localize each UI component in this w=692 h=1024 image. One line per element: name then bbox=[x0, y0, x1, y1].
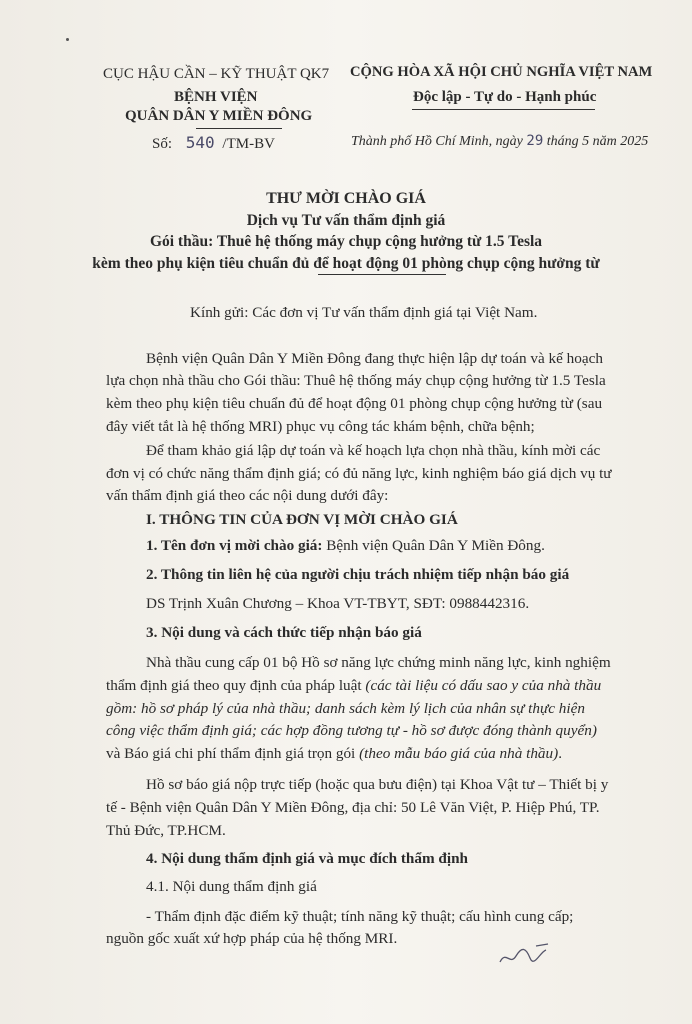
p4-line1: Hồ sơ báo giá nộp trực tiếp (hoặc qua bưu điện) tại Khoa Vật tư – Thiết bị y bbox=[146, 776, 609, 793]
p3-line2-normal: thẩm định giá theo quy định của pháp luật bbox=[106, 677, 366, 694]
p5-line1: - Thẩm định đặc điểm kỹ thuật; tính năng kỹ thuật; cấu hình cung cấp; bbox=[146, 908, 574, 925]
package-title-line1: Gói thầu: Thuê hệ thống máy chụp cộng hưởng từ 1.5 Tesla bbox=[149, 233, 543, 250]
title-underline bbox=[318, 274, 446, 275]
p1-line1: Bệnh viện Quân Dân Y Miền Đông đang thực hiện lập dự toán và kế hoạch bbox=[146, 350, 603, 367]
p4-line3: Thủ Đức, TP.HCM. bbox=[106, 822, 226, 839]
date-suffix: tháng 5 năm 2025 bbox=[546, 134, 649, 149]
motto: Độc lập - Tự do - Hạnh phúc bbox=[413, 89, 597, 105]
p3-line4: công việc thẩm định giá; các hợp đồng tương tự - hồ sơ được đóng thành quyển) bbox=[106, 722, 597, 739]
p2-line1: Để tham khảo giá lập dự toán và kế hoạch lựa chọn nhà thầu, kính mời các bbox=[146, 442, 601, 459]
motto-underline bbox=[412, 109, 595, 110]
p3-line2 bbox=[106, 677, 601, 695]
p3-line1: Nhà thầu cung cấp 01 bộ Hồ sơ năng lực chứng minh năng lực, kinh nghiệm bbox=[146, 654, 611, 671]
p1-line4: đây viết tắt là hệ thống MRI) phục vụ công tác khám bệnh, chữa bệnh; bbox=[106, 418, 535, 435]
section-1-heading: I. THÔNG TIN CỦA ĐƠN VỊ MỜI CHÀO GIÁ bbox=[146, 511, 458, 528]
item-4-1-label: 4.1. Nội dung thẩm định giá bbox=[146, 878, 317, 895]
org-name-line1: BỆNH VIỆN bbox=[174, 89, 258, 105]
doc-number-value: 540 bbox=[185, 133, 215, 152]
p1-line2: lựa chọn nhà thầu cho Gói thầu: Thuê hệ thống máy chụp cộng hưởng từ 1.5 Tesla bbox=[106, 372, 606, 389]
greeting: Kính gửi: Các đơn vị Tư vấn thẩm định giá tại Việt Nam. bbox=[190, 304, 538, 321]
p3-line5 bbox=[106, 745, 562, 763]
doc-number bbox=[152, 133, 275, 153]
org-underline bbox=[196, 128, 282, 129]
p5-line2: nguồn gốc xuất xứ hợp pháp của hệ thống MRI. bbox=[106, 930, 398, 947]
p3-line5-normal: và Báo giá chi phí thẩm định giá trọn gói bbox=[106, 745, 360, 762]
doc-number-suffix: /TM-BV bbox=[222, 136, 275, 152]
p4-line2: tế - Bệnh viện Quân Dân Y Miền Đông, địa chỉ: 50 Lê Văn Việt, P. Hiệp Phú, TP. bbox=[106, 799, 600, 816]
p3-line5-end: . bbox=[558, 745, 562, 762]
p1-line3: kèm theo phụ kiện tiêu chuẩn đủ để hoạt động 01 phòng chụp cộng hưởng từ (sau bbox=[106, 395, 603, 412]
org-parent: CỤC HẬU CẦN – KỸ THUẬT QK7 bbox=[103, 66, 330, 82]
service-title: Dịch vụ Tư vấn thẩm định giá bbox=[246, 212, 446, 229]
country-name: CỘNG HÒA XÃ HỘI CHỦ NGHĨA VIỆT NAM bbox=[350, 64, 653, 80]
item-1-value: Bệnh viện Quân Dân Y Miền Đông. bbox=[326, 537, 545, 554]
package-title-line2: kèm theo phụ kiện tiêu chuẩn đủ để hoạt động 01 phòng chụp cộng hưởng từ bbox=[92, 255, 600, 272]
p3-line3: gồm: hồ sơ pháp lý của nhà thầu; danh sách kèm lý lịch của nhân sự thực hiện bbox=[106, 700, 585, 717]
p3-line5-italic: (theo mẫu báo giá của nhà thầu) bbox=[359, 745, 559, 762]
letter-title: THƯ MỜI CHÀO GIÁ bbox=[266, 190, 426, 207]
item-4-label: 4. Nội dung thẩm định giá và mục đích thẩm định bbox=[146, 850, 468, 867]
item-2-value: DS Trịnh Xuân Chương – Khoa VT-TBYT, SĐT: 0988442316. bbox=[146, 595, 530, 612]
initials-signature bbox=[496, 940, 556, 970]
place-date bbox=[351, 133, 648, 150]
item-3-label: 3. Nội dung và cách thức tiếp nhận báo giá bbox=[146, 624, 422, 641]
date-prefix: Thành phố Hồ Chí Minh, ngày bbox=[351, 134, 523, 149]
scan-speck bbox=[66, 38, 69, 41]
p2-line3: vấn thẩm định giá theo các nội dung dưới đây: bbox=[106, 487, 389, 504]
item-1 bbox=[146, 537, 545, 555]
p3-line2-italic: (các tài liệu có dấu sao y của nhà thầu bbox=[365, 677, 602, 694]
doc-number-label: Số: bbox=[152, 136, 173, 152]
item-2-label: 2. Thông tin liên hệ của người chịu trách nhiệm tiếp nhận báo giá bbox=[146, 566, 570, 583]
item-1-label: 1. Tên đơn vị mời chào giá: bbox=[146, 537, 323, 554]
p2-line2: đơn vị có chức năng thẩm định giá; có đủ năng lực, kinh nghiệm báo giá dịch vụ tư bbox=[106, 465, 612, 482]
org-name-line2: QUÂN DÂN Y MIỀN ĐÔNG bbox=[125, 108, 313, 124]
date-day: 29 bbox=[526, 133, 544, 149]
